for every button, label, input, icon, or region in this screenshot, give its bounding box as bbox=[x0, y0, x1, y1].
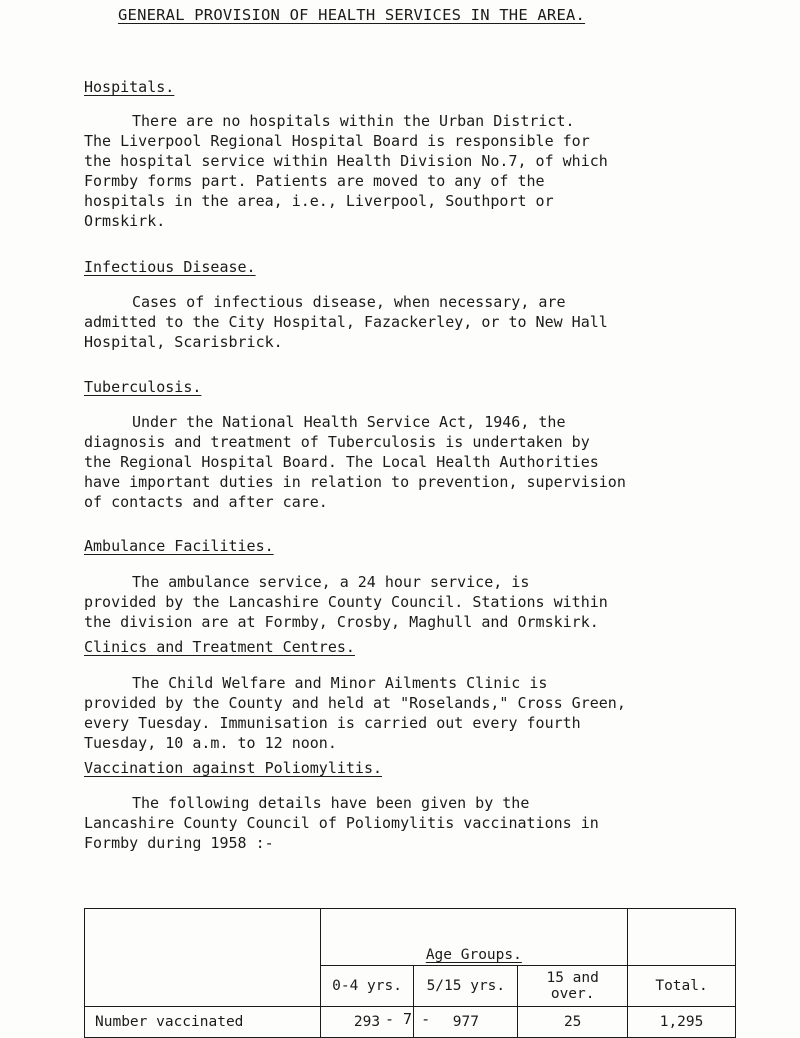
page-title: GENERAL PROVISION OF HEALTH SERVICES IN THE AREA. bbox=[118, 6, 586, 24]
paragraph-line: admitted to the City Hospital, Fazackerley, or to New Hall bbox=[84, 313, 608, 331]
paragraph-line: the hospital service within Health Division No.7, of which bbox=[84, 152, 608, 170]
cell-15-over: 25 bbox=[518, 1007, 628, 1038]
paragraph-line: There are no hospitals within the Urban District. bbox=[132, 112, 575, 130]
heading-ambulance-facilities: Ambulance Facilities. bbox=[84, 537, 274, 555]
paragraph-tuberculosis bbox=[84, 412, 764, 512]
heading-clinics: Clinics and Treatment Centres. bbox=[84, 638, 355, 656]
paragraph-line: have important duties in relation to prevention, supervision bbox=[84, 473, 626, 491]
paragraph-line: Tuesday, 10 a.m. to 12 noon. bbox=[84, 734, 337, 752]
paragraph-line: the division are at Formby, Crosby, Maghull and Ormskirk. bbox=[84, 613, 599, 631]
column-header-5-15: 5/15 yrs. bbox=[414, 966, 518, 1007]
paragraph-line: diagnosis and treatment of Tuberculosis is undertaken by bbox=[84, 433, 590, 451]
paragraph-line: The following details have been given by the bbox=[132, 794, 530, 812]
paragraph-clinics bbox=[84, 673, 764, 753]
heading-tuberculosis: Tuberculosis. bbox=[84, 378, 202, 396]
paragraph-line: provided by the County and held at "Roselands," Cross Green, bbox=[84, 694, 626, 712]
column-header-total: Total. bbox=[628, 966, 736, 1007]
column-header-15-over: 15 and over. bbox=[518, 966, 628, 1007]
table-corner-cell bbox=[85, 909, 321, 1007]
paragraph-line: Ormskirk. bbox=[84, 212, 166, 230]
page-number: - 7 - bbox=[385, 1010, 431, 1028]
paragraph-infectious-disease bbox=[84, 292, 764, 352]
paragraph-line: every Tuesday. Immunisation is carried out every fourth bbox=[84, 714, 581, 732]
paragraph-line: Lancashire County Council of Poliomylitis vaccinations in bbox=[84, 814, 599, 832]
table-empty-header-cell bbox=[628, 909, 736, 966]
paragraph-line: The ambulance service, a 24 hour service, is bbox=[132, 573, 530, 591]
paragraph-line: the Regional Hospital Board. The Local Health Authorities bbox=[84, 453, 599, 471]
paragraph-line: Formby forms part. Patients are moved to any of the bbox=[84, 172, 545, 190]
heading-hospitals: Hospitals. bbox=[84, 78, 175, 96]
paragraph-hospitals bbox=[84, 111, 764, 231]
paragraph-vaccination bbox=[84, 793, 764, 853]
paragraph-line: of contacts and after care. bbox=[84, 493, 328, 511]
table-header-row bbox=[85, 909, 736, 966]
paragraph-line: The Child Welfare and Minor Ailments Clinic is bbox=[132, 674, 548, 692]
paragraph-line: Formby during 1958 :- bbox=[84, 834, 274, 852]
paragraph-ambulance-facilities bbox=[84, 572, 764, 632]
cell-0-4: 293 bbox=[320, 1007, 414, 1038]
heading-vaccination: Vaccination against Poliomylitis. bbox=[84, 759, 383, 777]
paragraph-line: Under the National Health Service Act, 1946, the bbox=[132, 413, 566, 431]
paragraph-line: Cases of infectious disease, when necessary, are bbox=[132, 293, 566, 311]
paragraph-line: The Liverpool Regional Hospital Board is responsible for bbox=[84, 132, 590, 150]
paragraph-line: Hospital, Scarisbrick. bbox=[84, 333, 283, 351]
paragraph-line: hospitals in the area, i.e., Liverpool, Southport or bbox=[84, 192, 554, 210]
cell-total: 1,295 bbox=[628, 1007, 736, 1038]
heading-infectious-disease: Infectious Disease. bbox=[84, 258, 256, 276]
column-header-0-4: 0-4 yrs. bbox=[320, 966, 414, 1007]
age-groups-header: Age Groups. bbox=[320, 909, 627, 966]
cell-5-15: 977 bbox=[414, 1007, 518, 1038]
paragraph-line: provided by the Lancashire County Council. Stations within bbox=[84, 593, 608, 611]
row-label-number-vaccinated: Number vaccinated bbox=[85, 1007, 321, 1038]
